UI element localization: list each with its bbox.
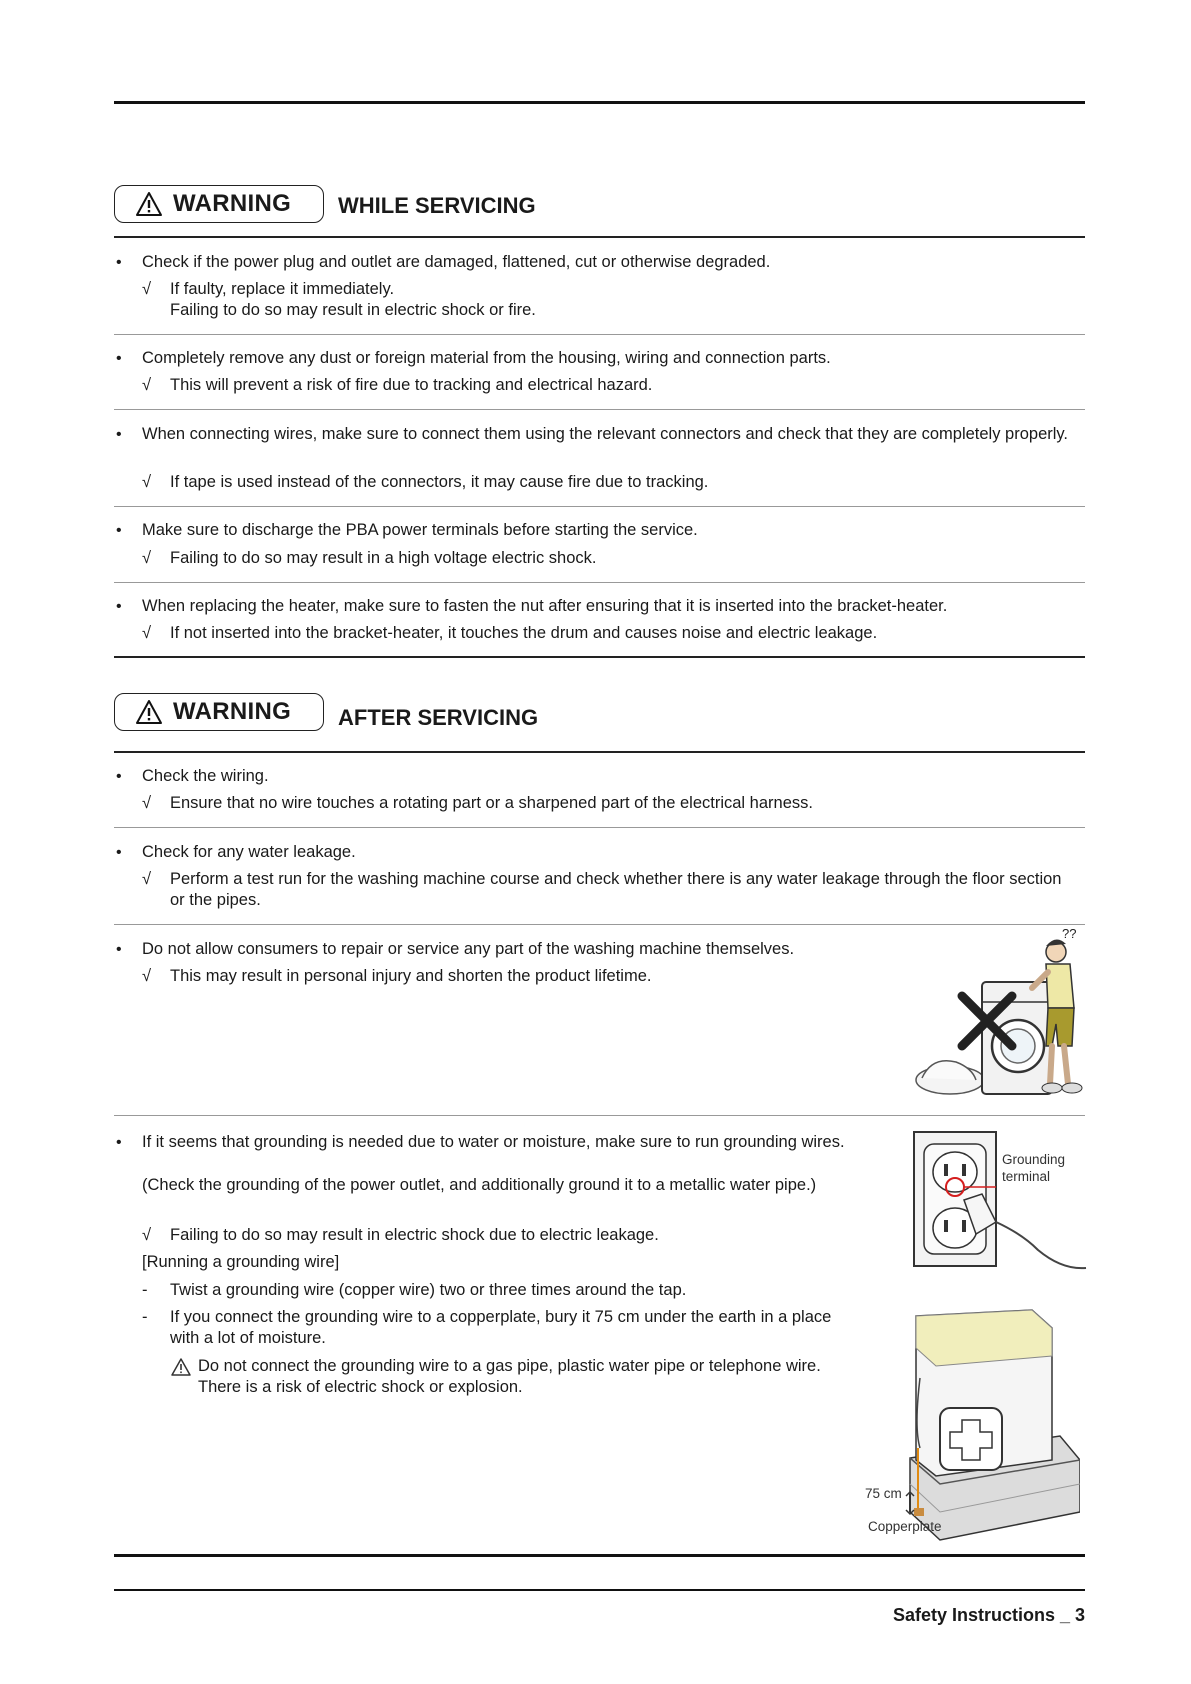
check-text: Failing to do so may result in electric shock due to electric leakage. [170,1226,659,1244]
warning-badge [114,693,324,731]
divider [114,409,1085,410]
bullet-item: • When connecting wires, make sure to connect them using the relevant connectors and check that they are completely properly. [142,424,1077,445]
warning-triangle-icon [135,699,163,725]
section-title: WHILE SERVICING [338,193,536,218]
divider [114,506,1085,507]
check-item [142,793,1070,814]
check-text: This will prevent a risk of fire due to tracking and electrical hazard. [170,376,653,394]
grounding-wire-illustration [880,1308,1080,1542]
divider [114,1115,1085,1116]
dash-item [142,1307,860,1349]
grounding-terminal-label: Grounding terminal [1002,1152,1066,1184]
divider [114,924,1085,925]
check-text: Failing to do so may result in a high voltage electric shock. [170,549,597,567]
while-servicing-header [114,185,1085,227]
bullet-item: • Make sure to discharge the PBA power terminals before starting the service. [142,520,1072,541]
dash-item [142,1280,860,1301]
bullet-item: • When replacing the heater, make sure to fasten the nut after ensuring that it is inserted into the bracket-heater. [142,596,1077,617]
bullet-item: • Check if the power plug and outlet are damaged, flattened, cut or otherwise degraded. [142,252,1072,273]
check-item [142,472,1070,493]
bullet-item: • If it seems that grounding is needed due to water or moisture, make sure to run grounding wires. [142,1132,862,1153]
check-mark: √ [142,624,152,642]
divider [114,334,1085,335]
dash-mark: - [142,1308,148,1326]
warning-label: WARNING [173,698,292,725]
check-text: This may result in personal injury and shorten the product lifetime. [170,967,652,985]
check-text: Perform a test run for the washing machine course and check whether there is any water leakage through the floor section or the pipes. [170,870,1062,909]
check-mark: √ [142,794,152,812]
section-title: AFTER SERVICING [338,705,539,730]
check-item [142,623,1070,644]
check-text: If faulty, replace it immediately. [170,280,395,298]
check-text: If not inserted into the bracket-heater, it touches the drum and causes noise and electric leakage. [170,624,878,642]
bottom-rule [114,1554,1085,1557]
dash-text: If you connect the grounding wire to a copperplate, bury it 75 cm under the earth in a place with a lot of moisture. [170,1308,832,1347]
top-rule [114,101,1085,104]
caution-triangle-icon [170,1357,192,1377]
question-marks: ?? [1062,928,1077,941]
check-text: Failing to do so may result in electric shock or fire. [170,301,536,319]
divider [114,827,1085,828]
warning-triangle-icon [135,191,163,217]
divider [114,582,1085,583]
page-footer: Safety Instructions _ 3 [892,1605,1085,1625]
paragraph: (Check the grounding of the power outlet, and additionally ground it to a metallic water pipe.) [142,1176,817,1194]
section-rule [114,751,1085,753]
check-text: If tape is used instead of the connectors, it may cause fire due to tracking. [170,473,709,491]
check-mark: √ [142,473,152,491]
check-item [142,1225,870,1246]
subheading: [Running a grounding wire] [142,1253,340,1271]
bullet-item: • Do not allow consumers to repair or service any part of the washing machine themselves. [142,939,922,960]
caution-note [198,1356,838,1398]
check-text: Ensure that no wire touches a rotating part or a sharpened part of the electrical harness. [170,794,813,812]
depth-label: 75 cm [865,1486,902,1501]
bullet-item: • Check the wiring. [142,766,1072,787]
check-item [142,869,1080,911]
check-item [142,375,1070,396]
dash-mark: - [142,1281,148,1299]
after-servicing-header [114,693,1085,735]
check-mark: √ [142,1226,152,1244]
check-item [142,548,1070,569]
check-mark: √ [142,549,152,567]
caution-text: Do not connect the grounding wire to a gas pipe, plastic water pipe or telephone wire. There is a risk of electric shock or explosion. [198,1357,821,1396]
warning-badge [114,185,324,223]
bullet-item: • Check for any water leakage. [142,842,1072,863]
warning-label: WARNING [173,190,292,217]
footer-rule [114,1589,1085,1591]
check-mark: √ [142,870,152,888]
check-item [142,279,1070,321]
check-mark: √ [142,967,152,985]
section-end-rule [114,656,1085,658]
no-consumer-repair-illustration [912,928,1086,1100]
check-mark: √ [142,280,152,298]
copperplate-label: Copperplate [868,1519,942,1534]
section-rule [114,236,1085,238]
dash-text: Twist a grounding wire (copper wire) two or three times around the tap. [170,1281,687,1299]
bullet-item: • Completely remove any dust or foreign material from the housing, wiring and connection parts. [142,348,1072,369]
check-mark: √ [142,376,152,394]
check-item [142,966,910,987]
